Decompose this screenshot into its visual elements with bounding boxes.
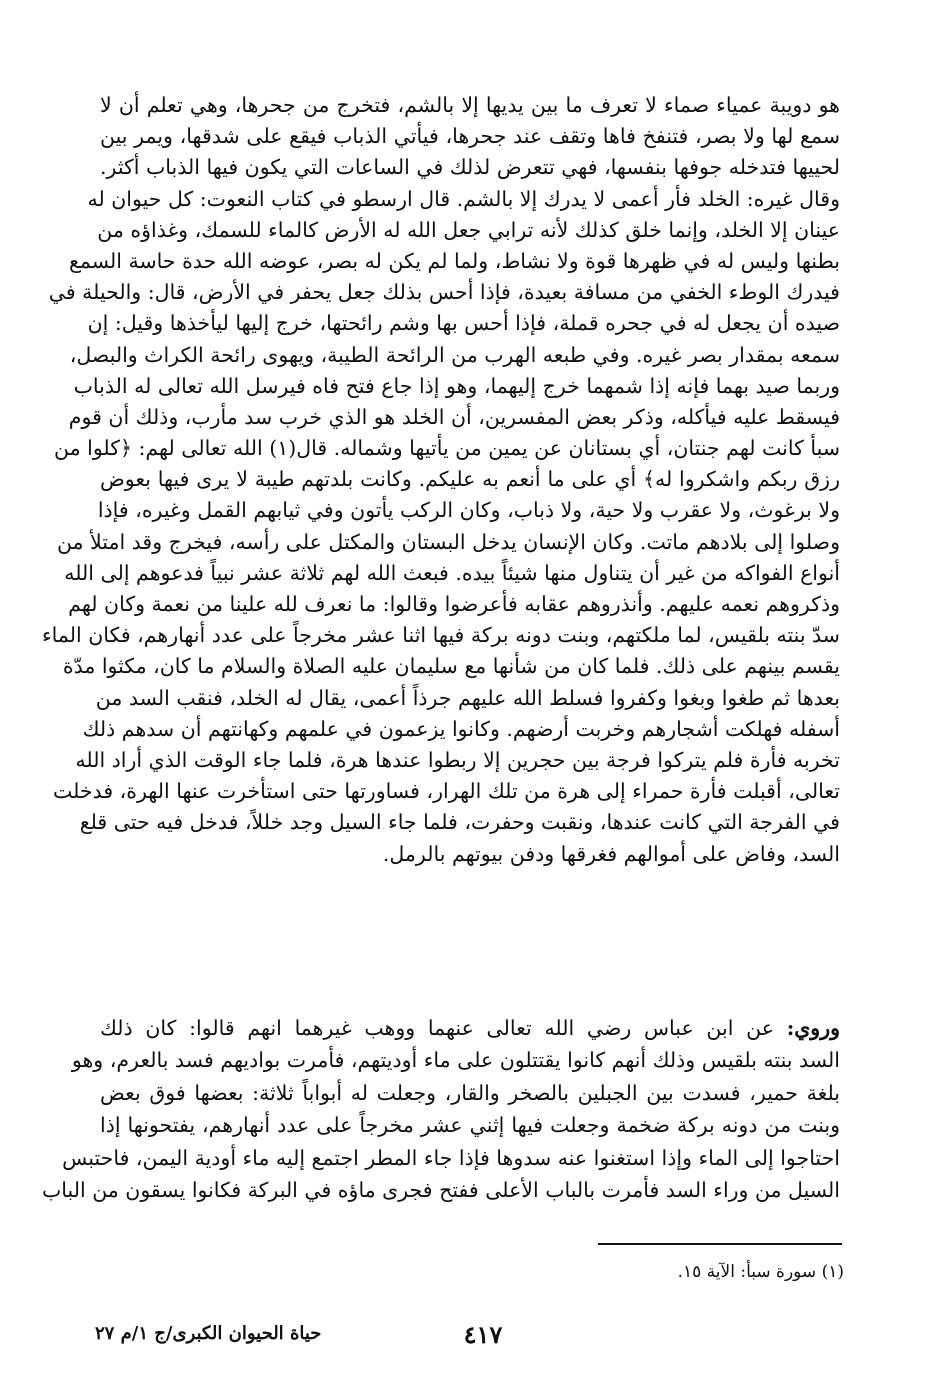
- text-line: وقال غيره: الخلد فأر أعمى لا يدرك إلا بالشم. قال ارسطو في كتاب النعوت: كل حيوان له: [87, 186, 840, 211]
- text-line: فيدرك الوطء الخفي من مسافة بعيدة، فإذا أحس بذلك جعل يحفر في الأرض، قال: والحيلة في: [48, 280, 840, 305]
- text-line: فيسقط عليه فيأكله، وذكر بعض المفسرين، أن الخلد هو الذي خرب سد مأرب، وذلك أن قوم: [68, 404, 840, 429]
- text-line: السيل من وراء السد فأمرت بالباب الأعلى ففتح فجرى ماؤه في البركة فكانوا يسقون من الباب: [42, 1177, 840, 1202]
- footnote: (١) سورة سبأ: الآية ١٥.: [677, 1262, 844, 1282]
- paragraph-first-line-text: عن ابن عباس رضي الله تعالى عنهما ووهب غيرهما انهم قالوا: كان ذلك: [100, 1016, 787, 1040]
- text-line: يقسم بينهم على ذلك. فلما كان من شأنها مع سليمان عليه الصلاة والسلام ما كان، مكثوا مدّة: [62, 654, 840, 679]
- page-number: ٤١٧: [463, 1320, 503, 1349]
- text-line: بطنها وليس له في ظهرها قوة ولا نشاط، ولما لم يكن له بصر، عوضه الله حدة حاسة السمع: [68, 248, 840, 273]
- text-line: [100, 1012, 840, 1044]
- paragraph-lead-word: وروي:: [786, 1016, 840, 1040]
- text-line: عينان إلا الخلد، وإنما خلق كذلك لأنه ترابي جعل الله له الأرض كالماء للسمك، وغذاؤه من: [97, 217, 840, 242]
- text-line: تعالى، أقبلت فأرة حمراء إلى هرة من تلك الهرار، فساورتها حتى استأخرت عنها الهرة، فدخلت: [52, 779, 840, 804]
- text-line: سدّ بنته بلقيس، لما ملكتهم، وبنت دونه بركة فيها اثنا عشر مخرجاً على عدد أنهارهم، فكان الماء: [42, 623, 840, 648]
- text-line: بعدها ثم طغوا وبغوا وكفروا فسلط الله عليهم جرذاً أعمى، يقال له الخلد، فنقب السد من: [95, 685, 840, 710]
- text-line: وذكروهم نعمه عليهم. وأنذروهم عقابه فأعرضوا وقالوا: ما نعرف لله علينا من نعمة وكان لهم: [68, 592, 840, 616]
- text-line: تخربه فأرة فلم يتركوا فرجة بين حجرين إلا ربطوا عندها هرة، فلما جاء الوقت الذي أراد الله: [75, 747, 840, 772]
- text-line: أسفله فهلكت أشجارهم وخربت أرضهم. وكانوا يزعمون في علمهم وكهانتهم أن سدهم ذلك: [82, 716, 840, 741]
- text-line: أنواع الفواكه من غير أن يتناول منها شيئاً بيده. فبعث الله لهم ثلاثة عشر نبياً فدعوهم إلى الله: [64, 560, 840, 585]
- text-line: وربما صيد بهما فإنه إذا شمهما خرج إليهما، وهو إذا جاع فتح فاه فيرسل الله تعالى له الذباب: [73, 373, 840, 398]
- text-line: وبنت من دونه بركة ضخمة وجعلت فيها إثني عشر مخرجاً على عدد أنهارهم، يفتحونها إذا: [100, 1113, 840, 1138]
- text-line: سمعه بمقدار بصر غيره. وفي طبعه الهرب من الرائحة الطيبة، ويهوى رائحة الكراث والبصل،: [69, 342, 840, 367]
- text-line: ولا برغوث، ولا عقرب ولا حية، ولا ذباب، وكان الركب يأتون وفي ثيابهم القمل وغيره، فإذا: [97, 498, 840, 523]
- text-line: بلغة حمير، فسدت بين الجبلين بالصخر والقار، وجعلت له أبواباً ثلاثة: بعضها فوق بعض: [100, 1080, 840, 1105]
- text-line: سمع لها ولا بصر، فتنفخ فاها وتقف عند جحرها، فيأتي الذباب فيقع على شدقها، ويمر بين: [100, 124, 840, 149]
- text-line: وصلوا إلى بلادهم ماتت. وكان الإنسان يدخل البستان والمكتل على رأسه، فيخرج وقد امتلأ من: [56, 529, 840, 554]
- text-line: سبأ كانت لهم جنتان، أي بستانان عن يمين من يأتيها وشماله. قال(١) الله تعالى لهم: ﴿كلوا من: [54, 436, 840, 461]
- text-line: احتاجوا إلى الماء وإذا استغنوا عنه سدوها فإذا جاء المطر اجتمع إليه ماء أودية اليمن، فاحتبس: [62, 1145, 840, 1170]
- text-line: في الفرجة التي كانت عندها، ونقبت وحفرت، فلما جاء السيل وجد خللاً، فدخل فيه حتى قلع: [79, 810, 840, 835]
- narration-paragraph: [42, 1012, 840, 1206]
- text-line: رزق ربكم واشكروا له﴾ أي على ما أنعم به عليكم. وكانت بلدتهم طيبة لا يرى فيها بعوض: [100, 467, 840, 492]
- text-line: السد، وفاض على أموالهم فغرقها ودفن بيوتهم بالرمل.: [382, 841, 840, 866]
- text-line: لحييها فتدخله جوفها بنفسها، فهي تتعرض لذلك في الساعات التي يكون فيها الذباب أكثر.: [100, 155, 840, 180]
- text-line: صيده أن يجعل له في جحره قملة، فإذا أحس بها وشم رائحتها، خرج إليها ليأخذها وقيل: إن: [87, 311, 840, 336]
- footnote-divider: [598, 1243, 842, 1245]
- text-line: السد بنته بلقيس وذلك أنهم كانوا يقتتلون على ماء أوديتهم، فأمرت بواديهم فسد بالعرم، وهو: [71, 1048, 840, 1073]
- text-line: هو دويبة عمياء صماء لا تعرف ما بين يديها إلا بالشم، فتخرج من جحرها، وهي تعلم أن لا: [100, 93, 840, 117]
- main-paragraph: [42, 90, 840, 870]
- running-title: حياة الحيوان الكبرى/ج ١/م ٢٧: [95, 1323, 322, 1344]
